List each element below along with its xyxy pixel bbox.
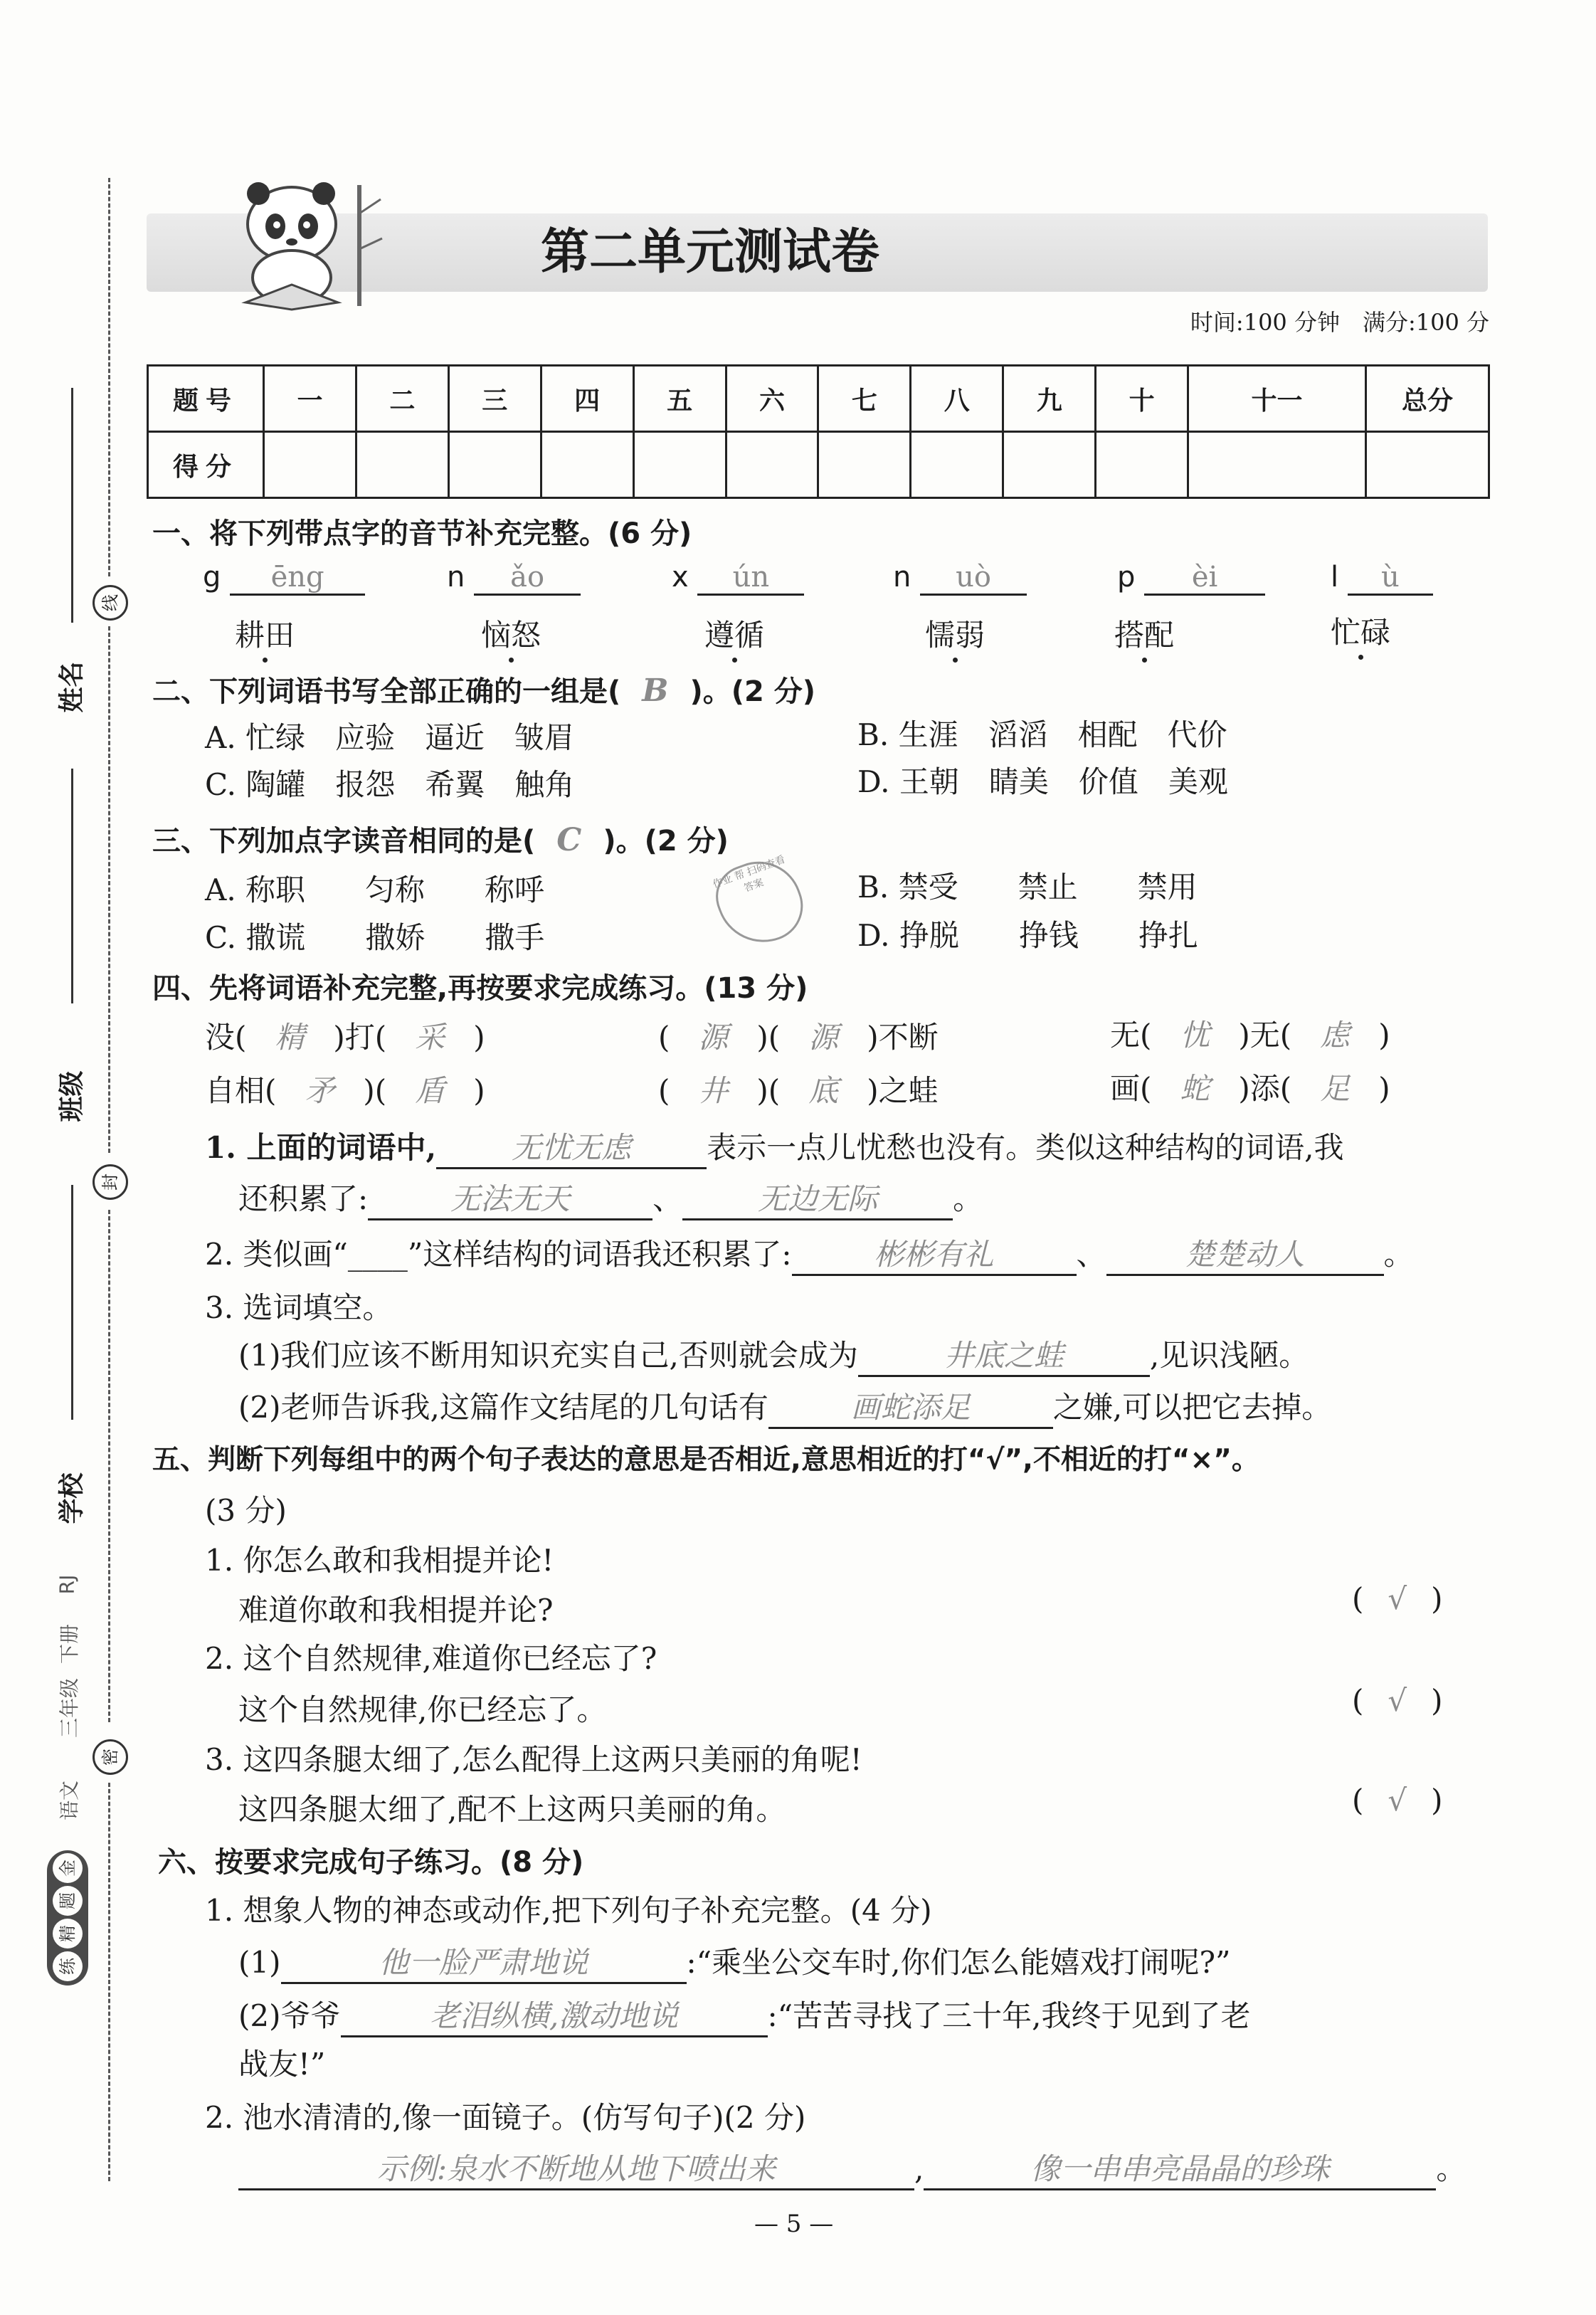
q2-answer: B: [642, 673, 669, 709]
pinyin-item: [447, 561, 581, 596]
row-label-score: 得分: [148, 432, 264, 498]
binding-circle-mi: 密: [93, 1739, 128, 1775]
score-cell[interactable]: [448, 432, 541, 498]
score-cell[interactable]: [1003, 432, 1096, 498]
q3-answer: C: [556, 822, 582, 858]
q4-heading: 四、先将词语补充完整,再按要求完成练习。(13 分): [152, 972, 808, 1005]
q2-option-c: C. 陶罐 报怨 希翼 触角: [205, 767, 575, 802]
pinyin-item: [1331, 561, 1433, 596]
class-line: [71, 769, 73, 1003]
column-header: 五: [633, 366, 726, 432]
q5-points: (3 分): [205, 1493, 287, 1528]
pinyin-initial: p: [1117, 561, 1136, 594]
pinyin-initial: g: [203, 561, 221, 594]
binding-margin: [0, 0, 142, 2315]
q6-sub2: 2. 池水清清的,像一面镜子。(仿写句子)(2 分): [205, 2100, 806, 2135]
q3-option-c: C. 撒谎 撒娇 撒手: [205, 920, 545, 955]
q2-option-d: D. 王朝 睛美 价值 美观: [857, 764, 1228, 799]
score-cell[interactable]: [726, 432, 818, 498]
pinyin-word: 懦弱: [925, 618, 985, 653]
column-header: 总分: [1366, 366, 1489, 432]
score-cell[interactable]: [911, 432, 1003, 498]
brand-pill: [47, 1850, 88, 1986]
pinyin-answer: ù: [1348, 561, 1433, 596]
pinyin-item: [1117, 561, 1265, 596]
brand-char: 精: [53, 1919, 83, 1948]
q5-pair2-b: 这个自然规律,你已经忘了。: [238, 1692, 607, 1727]
column-header: 八: [911, 366, 1003, 432]
q4-sub1: 1. 上面的词语中, 无忧无虑 表示一点儿忧愁也没有。类似这种结构的词语,我: [205, 1124, 1343, 1169]
column-header: 七: [818, 366, 911, 432]
q1-heading: 一、将下列带点字的音节补充完整。(6 分): [152, 517, 692, 550]
q4-sub1-cont: 还积累了: 无法无天 、 无边无际 。: [238, 1176, 983, 1220]
q3-option-b: B. 禁受 禁止 禁用: [857, 870, 1198, 905]
q5-pair3-mark: ( √ ): [1352, 1783, 1443, 1818]
q5-pair2-mark: ( √ ): [1352, 1683, 1443, 1718]
q5-pair1-a: 1. 你怎么敢和我相提并论!: [205, 1543, 554, 1578]
score-cell[interactable]: [818, 432, 911, 498]
idiom-item: ( 源 )( 源 )不断: [658, 1020, 939, 1055]
pinyin-word: 忙碌: [1331, 615, 1391, 650]
brand-char: 题: [53, 1886, 83, 1916]
panda-reading-illustration: [217, 171, 402, 313]
score-table: [147, 364, 1490, 499]
column-header: 十一: [1188, 366, 1366, 432]
pinyin-word: 搭配: [1114, 618, 1175, 653]
pinyin-word: 遵循: [704, 618, 765, 653]
q3-heading: 三、下列加点字读音相同的是( C )。(2 分): [152, 822, 729, 858]
q6-sub2-answer: 示例:泉水不断地从地下喷出来 , 像一串串亮晶晶的珍珠 。: [238, 2146, 1466, 2190]
q3-option-d: D. 挣脱 挣钱 挣扎: [857, 918, 1198, 953]
pinyin-answer: ǎo: [474, 561, 581, 596]
q2-option-a: A. 忙绿 应验 逼近 皱眉: [205, 720, 575, 755]
score-table-row: [148, 366, 1489, 432]
column-header: 一: [264, 366, 356, 432]
binding-circle-xian: 线: [93, 585, 128, 621]
name-label: 姓名: [57, 661, 87, 713]
column-header: 四: [541, 366, 633, 432]
pinyin-initial: x: [672, 561, 689, 594]
q6-sub1-1: (1) 他一脸严肃地说 :“乘坐公交车时,你们怎么能嬉戏打闹呢?”: [238, 1939, 1230, 1984]
q4-sub2: 2. 类似画“____”这样结构的词语我还积累了: 彬彬有礼 、 楚楚动人 。: [205, 1231, 1414, 1276]
page-number: — 5 —: [754, 2210, 834, 2238]
grade-text: 三年级: [58, 1677, 82, 1739]
pinyin-initial: n: [893, 561, 911, 594]
binding-dash-line: [108, 626, 110, 1153]
q5-pair2-a: 2. 这个自然规律,难道你已经忘了?: [205, 1641, 657, 1676]
school-line: [71, 1185, 73, 1420]
q6-sub1: 1. 想象人物的神态或动作,把下列句子补充完整。(4 分): [205, 1893, 932, 1928]
q5-pair3-a: 3. 这四条腿太细了,怎么配得上这两只美丽的角呢!: [205, 1742, 862, 1777]
brand-char: 练: [53, 1951, 83, 1981]
idiom-item: 无( 忧 )无( 虑 ): [1110, 1018, 1390, 1053]
school-label: 学校: [57, 1472, 87, 1524]
column-header: 三: [448, 366, 541, 432]
q3-option-a: A. 称职 匀称 称呼: [205, 872, 545, 907]
volume-text: 下册: [58, 1623, 82, 1665]
pinyin-initial: l: [1331, 561, 1339, 594]
pinyin-answer: ēng: [230, 561, 365, 596]
pinyin-word: 恼怒: [481, 618, 541, 653]
column-header: 十: [1096, 366, 1188, 432]
q4-sub3: 3. 选词填空。: [205, 1290, 393, 1325]
class-label: 班级: [57, 1070, 87, 1122]
pinyin-answer: èi: [1144, 561, 1265, 596]
q5-heading: 五、判断下列每组中的两个句子表达的意思是否相近,意思相近的打“√”,不相近的打“×”。: [152, 1444, 1259, 1476]
pinyin-word: 耕田: [235, 618, 295, 653]
qr-stamp: 作业 帮 扫码查看答案: [707, 850, 813, 956]
score-cell[interactable]: [541, 432, 633, 498]
q6-heading: 六、按要求完成句子练习。(8 分): [158, 1846, 584, 1879]
pinyin-initial: n: [447, 561, 465, 594]
binding-circle-feng: 封: [93, 1164, 128, 1200]
subject-text: 语文: [58, 1780, 82, 1821]
q4-sub1-answer: 无忧无虑: [436, 1124, 707, 1169]
score-cell[interactable]: [264, 432, 356, 498]
score-cell[interactable]: [633, 432, 726, 498]
q6-sub1-2-cont: 战友!”: [238, 2047, 326, 2082]
pinyin-answer: uò: [920, 561, 1027, 596]
q5-pair3-b: 这四条腿太细了,配不上这两只美丽的角。: [238, 1792, 786, 1827]
score-cell[interactable]: [1188, 432, 1366, 498]
score-table-row: [148, 432, 1489, 498]
pinyin-item: [672, 561, 804, 596]
q5-pair1-b: 难道你敢和我相提并论?: [238, 1593, 554, 1628]
pinyin-item: [203, 561, 365, 596]
binding-dash-line: [108, 1783, 110, 2181]
score-cell[interactable]: [1096, 432, 1188, 498]
page-title: 第二单元测试卷: [541, 224, 880, 280]
binding-dash-line: [108, 178, 110, 576]
q5-pair1-mark: ( √ ): [1352, 1581, 1443, 1616]
idiom-item: 画( 蛇 )添( 足 ): [1110, 1071, 1390, 1106]
q6-sub1-2: (2)爷爷 老泪纵横,激动地说 :“苦苦寻找了三十年,我终于见到了老: [238, 1993, 1250, 2037]
idiom-item: 没( 精 )打( 采 ): [205, 1020, 485, 1055]
q4-sub3-2: (2)老师告诉我,这篇作文结尾的几句话有 画蛇添足 之嫌,可以把它去掉。: [238, 1384, 1331, 1429]
pinyin-item: [893, 561, 1027, 596]
binding-dash-line: [108, 1210, 110, 1722]
q2-heading: 二、下列词语书写全部正确的一组是( B )。(2 分): [152, 673, 816, 709]
idiom-item: ( 井 )( 底 )之蛙: [658, 1073, 939, 1108]
column-header: 九: [1003, 366, 1096, 432]
column-header: 二: [356, 366, 448, 432]
name-line: [71, 388, 73, 623]
edition-text: RJ: [55, 1574, 79, 1595]
score-cell[interactable]: [356, 432, 448, 498]
brand-char: 金: [53, 1853, 83, 1883]
column-header: 六: [726, 366, 818, 432]
idiom-item: 自相( 矛 )( 盾 ): [205, 1073, 485, 1108]
row-label-question-number: 题号: [148, 366, 264, 432]
pinyin-answer: ún: [697, 561, 804, 596]
q4-sub3-1: (1)我们应该不断用知识充实自己,否则就会成为 井底之蛙 ,见识浅陋。: [238, 1332, 1309, 1377]
time-and-score-info: 时间:100 分钟 满分:100 分: [1190, 309, 1489, 336]
score-cell[interactable]: [1366, 432, 1489, 498]
q2-option-b: B. 生涯 滔滔 相配 代价: [857, 717, 1227, 752]
